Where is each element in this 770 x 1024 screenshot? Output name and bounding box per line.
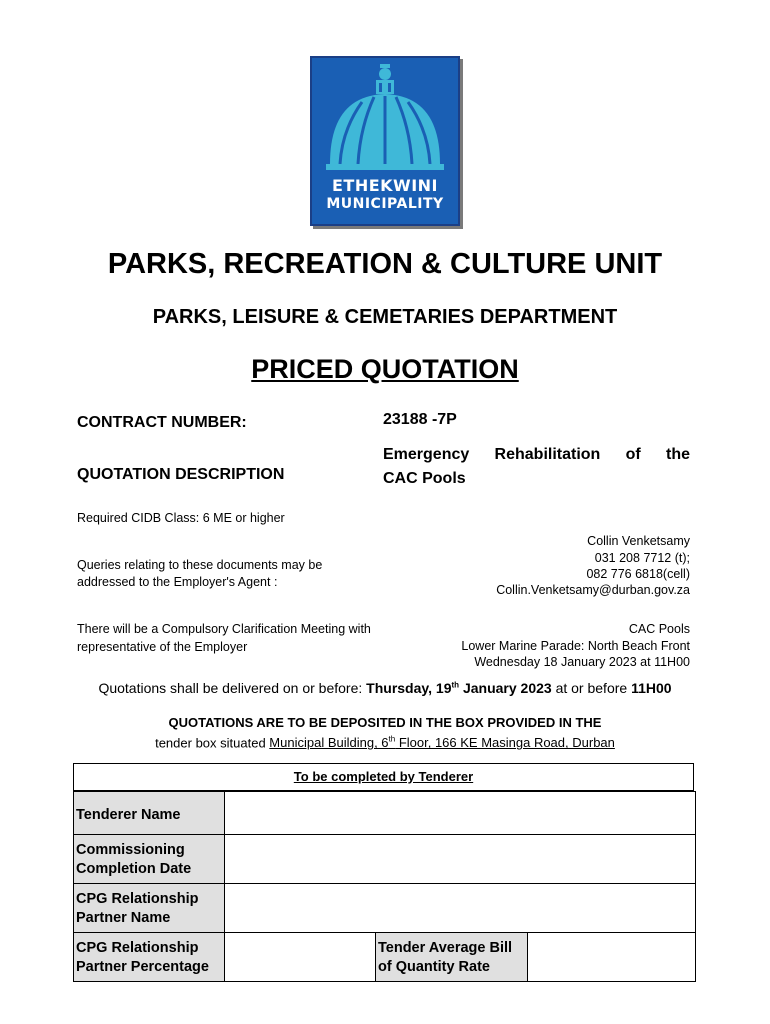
meeting-datetime: Wednesday 18 January 2023 at 11H00 [474,655,690,669]
ethekwini-logo [310,56,460,226]
delivery-month-year: January 2023 [459,680,552,696]
cidb-requirement: Required CIDB Class: 6 ME or higher [77,511,285,525]
delivery-deadline [0,680,770,696]
delivery-day-suffix: th [451,680,460,690]
deposit-place-a: Municipal Building, 6 [269,735,389,751]
delivery-prefix: Quotations shall be delivered on or before: [98,680,367,696]
table-row-label-cell [73,883,225,933]
quotation-description-line1: Emergency Rehabilitation of the [383,446,690,463]
delivery-time: 11H00 [631,680,672,696]
deposit-heading: QUOTATIONS ARE TO BE DEPOSITED IN THE BOX PROVIDED IN THE [168,715,602,730]
department-title: PARKS, LEISURE & CEMETARIES DEPARTMENT [152,306,618,328]
unit-title: PARKS, RECREATION & CULTURE UNIT [107,248,663,280]
quotation-description-label: QUOTATION DESCRIPTION [77,466,285,483]
deposit-place-sup: th [388,735,396,744]
meeting-line2: representative of the Employer [77,640,248,654]
tenderer-name-field[interactable] [224,791,696,835]
table-row-label-cell [73,834,225,884]
table-row-label-cell [73,932,225,982]
table-heading-cell [73,763,694,791]
cpg-partner-name-field[interactable] [224,883,696,933]
table-heading: To be completed by Tenderer [293,769,474,784]
tenderer-name-label: Tenderer Name [76,807,181,823]
logo-line1: ETHEKWINI [331,176,438,195]
contact-cell: 082 776 6818(cell) [586,567,690,581]
cpg-partner-name-label: CPG Relationship Partner Name [76,891,199,926]
contact-name: Collin Venketsamy [587,534,690,548]
cpg-partner-percentage-label: CPG Relationship Partner Percentage [76,940,209,975]
logo-line2: MUNICIPALITY [326,196,444,212]
queries-line2: addressed to the Employer's Agent : [77,575,278,589]
delivery-day: Thursday, 19 [366,680,452,696]
commissioning-completion-date-field[interactable] [224,834,696,884]
meeting-venue: CAC Pools [628,622,690,636]
contact-email[interactable]: Collin.Venketsamy@durban.gov.za [496,583,690,597]
queries-line1: Queries relating to these documents may be [77,558,323,572]
contact-telephone: 031 208 7712 (t); [594,551,690,565]
tender-average-boq-rate-field[interactable] [527,932,696,982]
table-row-label-cell [73,791,225,835]
deposit-prefix: tender box situated [155,735,270,751]
quotation-description-line2: CAC Pools [383,470,466,487]
deposit-place-b: Floor, 166 KE Masinga Road, Durban [395,735,615,751]
commissioning-completion-date-label: Commissioning Completion Date [76,842,192,877]
contract-number-value: 23188 -7P [383,411,457,428]
table-row-label-cell [375,932,528,982]
deposit-location [0,735,770,750]
tender-average-boq-rate-label: Tender Average Bill of Quantity Rate [378,940,513,975]
document-title: PRICED QUOTATION [251,354,519,384]
delivery-mid: at or before [551,680,632,696]
meeting-line1: There will be a Compulsory Clarification Meeting with [77,622,371,636]
meeting-address: Lower Marine Parade: North Beach Front [461,639,690,653]
cpg-partner-percentage-field[interactable] [224,932,376,982]
contract-number-label: CONTRACT NUMBER: [77,414,247,431]
